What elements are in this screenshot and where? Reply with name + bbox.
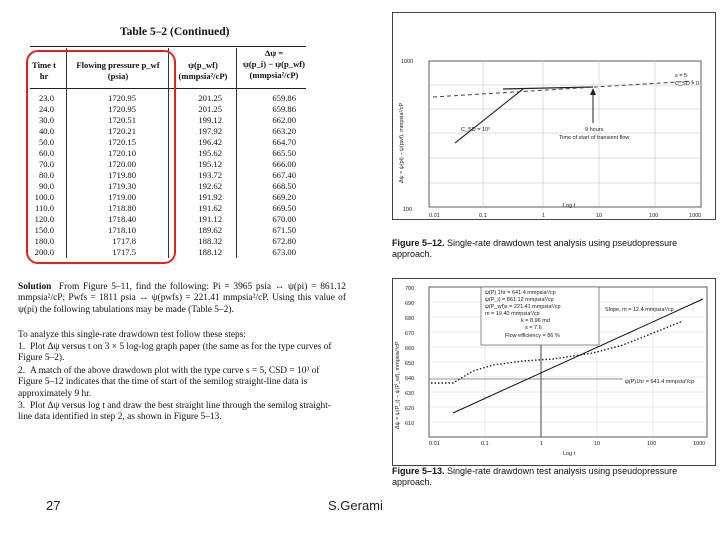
- svg-text:630: 630: [405, 391, 415, 397]
- table-cell: 664.70: [272, 137, 296, 147]
- col-header-psi-pwf: ψ(p_wf) (mmpsia²/cP): [178, 60, 228, 81]
- table-cell: 80.0: [38, 170, 54, 180]
- table-cell: 100.0: [34, 192, 54, 202]
- table-cell: 1720.21: [108, 126, 136, 136]
- table-cell: 191.92: [198, 192, 222, 202]
- table-top-rule: [30, 46, 306, 47]
- arrow-icon: [590, 88, 596, 95]
- col-header-pressure: Flowing pressure p_wf (psia): [76, 60, 160, 81]
- table-cell: 669.50: [272, 203, 296, 213]
- svg-text:700: 700: [405, 286, 415, 292]
- table-cell: 70.0: [38, 159, 54, 169]
- table-cell: 180.0: [34, 236, 54, 246]
- figure-5-13: [392, 278, 716, 466]
- table-cell: 666.00: [272, 159, 296, 169]
- figure-5-13-plot: [393, 279, 715, 465]
- table-cell: 1720.10: [108, 148, 136, 158]
- table-cell: 23.0: [38, 93, 54, 103]
- col-header-time: Time t hr: [32, 60, 56, 81]
- svg-text:Slope, m = 12.4 mmpsia²/cp: Slope, m = 12.4 mmpsia²/cp: [605, 307, 674, 313]
- table-cell: 188.32: [198, 236, 222, 246]
- svg-text:Δψ = ψ(pi) − ψ(pwf), mmpsia²/c: Δψ = ψ(pi) − ψ(pwf), mmpsia²/cP: [399, 102, 405, 183]
- svg-text:Time of start of transient flo: Time of start of transient flow: [559, 135, 630, 141]
- table-cell: 659.86: [272, 104, 296, 114]
- table-cell: 672.80: [272, 236, 296, 246]
- svg-text:0.01: 0.01: [429, 213, 440, 219]
- table-cell: 1719.00: [108, 192, 136, 202]
- svg-text:Log t: Log t: [563, 203, 576, 209]
- table-cell: 668.50: [272, 181, 296, 191]
- svg-text:m = 19.40 mmpsia²/cp: m = 19.40 mmpsia²/cp: [485, 311, 540, 317]
- svg-text:C_SD = 0: C_SD = 0: [675, 81, 699, 87]
- solution-lead: Solution: [18, 282, 52, 292]
- table-cell: 670.00: [272, 214, 296, 224]
- table-cell: 188.12: [198, 247, 222, 257]
- table-cell: 90.0: [38, 181, 54, 191]
- table-cell: 669.20: [272, 192, 296, 202]
- table-cell: 1720.95: [108, 93, 136, 103]
- svg-text:k = 8.96 md: k = 8.96 md: [521, 318, 550, 324]
- table-cell: 120.0: [34, 214, 54, 224]
- svg-text:Flow efficiency = 86 %: Flow efficiency = 86 %: [505, 333, 560, 339]
- svg-text:s = 7.6: s = 7.6: [525, 325, 542, 331]
- svg-text:10: 10: [596, 213, 603, 219]
- svg-text:1000: 1000: [401, 59, 414, 65]
- solution-step-3: 3. Plot Δψ versus log t and draw the best straight line through the semilog straight-line data identified in step 2, as shown in Figure 5–13.: [18, 401, 331, 423]
- early-time-curve: [455, 89, 523, 143]
- table-cell: 191.12: [198, 214, 222, 224]
- table-cell: 1718.80: [108, 203, 136, 213]
- svg-text:ψ(P) 1hr = 641.4 mmpsia²/cp: ψ(P) 1hr = 641.4 mmpsia²/cp: [485, 290, 556, 296]
- figure-5-12: [392, 12, 716, 220]
- author-name: S.Gerami: [328, 498, 383, 513]
- table-cell: 191.62: [198, 203, 222, 213]
- table-cell: 110.0: [34, 203, 54, 213]
- table-cell: 195.62: [198, 148, 222, 158]
- svg-text:1000: 1000: [693, 441, 706, 447]
- table-cell: 193.72: [198, 170, 222, 180]
- table-cell: 1720.51: [108, 115, 136, 125]
- table-cell: 201.25: [198, 93, 222, 103]
- svg-text:1: 1: [542, 213, 546, 219]
- table-cell: 1719.30: [108, 181, 136, 191]
- table-cell: 50.0: [38, 137, 54, 147]
- svg-text:100: 100: [403, 207, 413, 213]
- figure-5-12-caption: Figure 5–12. Single-rate drawdown test analysis using pseudopressure approach.: [392, 238, 678, 259]
- svg-text:C_SD = 10³: C_SD = 10³: [461, 127, 490, 133]
- svg-text:100: 100: [649, 213, 659, 219]
- svg-text:ψ(P_i) = 861.12 mmpsia²/cp: ψ(P_i) = 861.12 mmpsia²/cp: [485, 297, 554, 303]
- table-cell: 201.25: [198, 104, 222, 114]
- figure-5-12-plot: [393, 13, 715, 219]
- svg-text:680: 680: [405, 316, 415, 322]
- svg-text:1000: 1000: [689, 213, 702, 219]
- svg-text:660: 660: [405, 346, 415, 352]
- svg-text:ψ(P_wf)s = 221.41 mmpsia²/cp: ψ(P_wf)s = 221.41 mmpsia²/cp: [485, 304, 561, 310]
- table-title: Table 5–2 (Continued): [120, 26, 230, 38]
- highlight-box: [26, 50, 176, 264]
- solution-intro: To analyze this single-rate drawdown test follow these steps:: [18, 330, 246, 340]
- svg-text:640: 640: [405, 376, 415, 382]
- table-cell: 30.0: [38, 115, 54, 125]
- table-cell: 665.50: [272, 148, 296, 158]
- table-cell: 60.0: [38, 148, 54, 158]
- svg-text:9 hours: 9 hours: [585, 127, 604, 133]
- svg-text:620: 620: [405, 406, 415, 412]
- table-cell: 663.20: [272, 126, 296, 136]
- table-cell: 197.92: [198, 126, 222, 136]
- svg-text:1: 1: [540, 441, 544, 447]
- table-cell: 662.00: [272, 115, 296, 125]
- svg-text:0.01: 0.01: [429, 441, 440, 447]
- svg-text:Δψ = ψ(P_i) − ψ(P_wf), mmpsia²: Δψ = ψ(P_i) − ψ(P_wf), mmpsia²/cP: [395, 341, 401, 429]
- table-cell: 673.00: [272, 247, 296, 257]
- table-cell: 200.0: [34, 247, 54, 257]
- solution-paragraph: [18, 282, 346, 316]
- table-cell: 189.62: [198, 225, 222, 235]
- table-cell: 40.0: [38, 126, 54, 136]
- type-curve: [503, 87, 593, 89]
- table-cell: 24.0: [38, 104, 54, 114]
- svg-text:10: 10: [594, 441, 601, 447]
- table-cell: 1720.00: [108, 159, 136, 169]
- svg-text:s = 5: s = 5: [675, 73, 688, 79]
- table-cell: 1719.80: [108, 170, 136, 180]
- table-cell: 150.0: [34, 225, 54, 235]
- svg-text:610: 610: [405, 421, 415, 427]
- table-cell: 192.62: [198, 181, 222, 191]
- page-number: 27: [46, 498, 61, 513]
- svg-text:690: 690: [405, 301, 415, 307]
- semilog-line: [433, 81, 693, 97]
- table-cell: 659.86: [272, 93, 296, 103]
- solution-text: From Figure 5–11, find the following: Pi = 3965 psia ↔ ψ(pi) = 861.12 mmpsia²/cP; Pwfs = 1811 psia ↔ ψ(pwfs) = 221.41 mmpsia²/cP. Using this value of ψ(pi) the following tabulations may be made (Table 5–2).: [18, 282, 346, 315]
- col-header-delta-psi: Δψ = ψ(p_i) − ψ(p_wf) (mmpsia²/cP): [242, 48, 306, 80]
- table-cell: 1720.95: [108, 104, 136, 114]
- table-cell: 1717.5: [112, 247, 136, 257]
- table-cell: 196.42: [198, 137, 222, 147]
- table-cell: 1720.15: [108, 137, 136, 147]
- table-cell: 671.50: [272, 225, 296, 235]
- svg-text:ψ(P)1hr = 641.4 mmpsia²/cp: ψ(P)1hr = 641.4 mmpsia²/cp: [625, 379, 695, 385]
- table-cell: 1718.40: [108, 214, 136, 224]
- svg-text:100: 100: [647, 441, 657, 447]
- svg-text:670: 670: [405, 331, 415, 337]
- table-cell: 1717.8: [112, 236, 136, 246]
- table-cell: 667.40: [272, 170, 296, 180]
- svg-text:0.1: 0.1: [479, 213, 487, 219]
- solution-step-1: 1. Plot Δψ versus t on 3 × 5 log-log graph paper (the same as for the type curves of Figure 5–2).: [18, 342, 332, 364]
- table-cell: 1718.10: [108, 225, 136, 235]
- table-cell: 199.12: [198, 115, 222, 125]
- table-cell: 195.12: [198, 159, 222, 169]
- figure-5-13-caption: Figure 5–13. Single-rate drawdown test analysis using pseudopressure approach.: [392, 466, 678, 487]
- svg-text:650: 650: [405, 361, 415, 367]
- svg-text:0.1: 0.1: [481, 441, 489, 447]
- svg-text:Log t: Log t: [563, 451, 576, 457]
- solution-step-2: 2. A match of the above drawdown plot with the type curve s = 5, CSD = 10³ of Figure 5–12 indicates that the time of start of the semilog straight-line data is approximately 9 hr.: [18, 366, 320, 399]
